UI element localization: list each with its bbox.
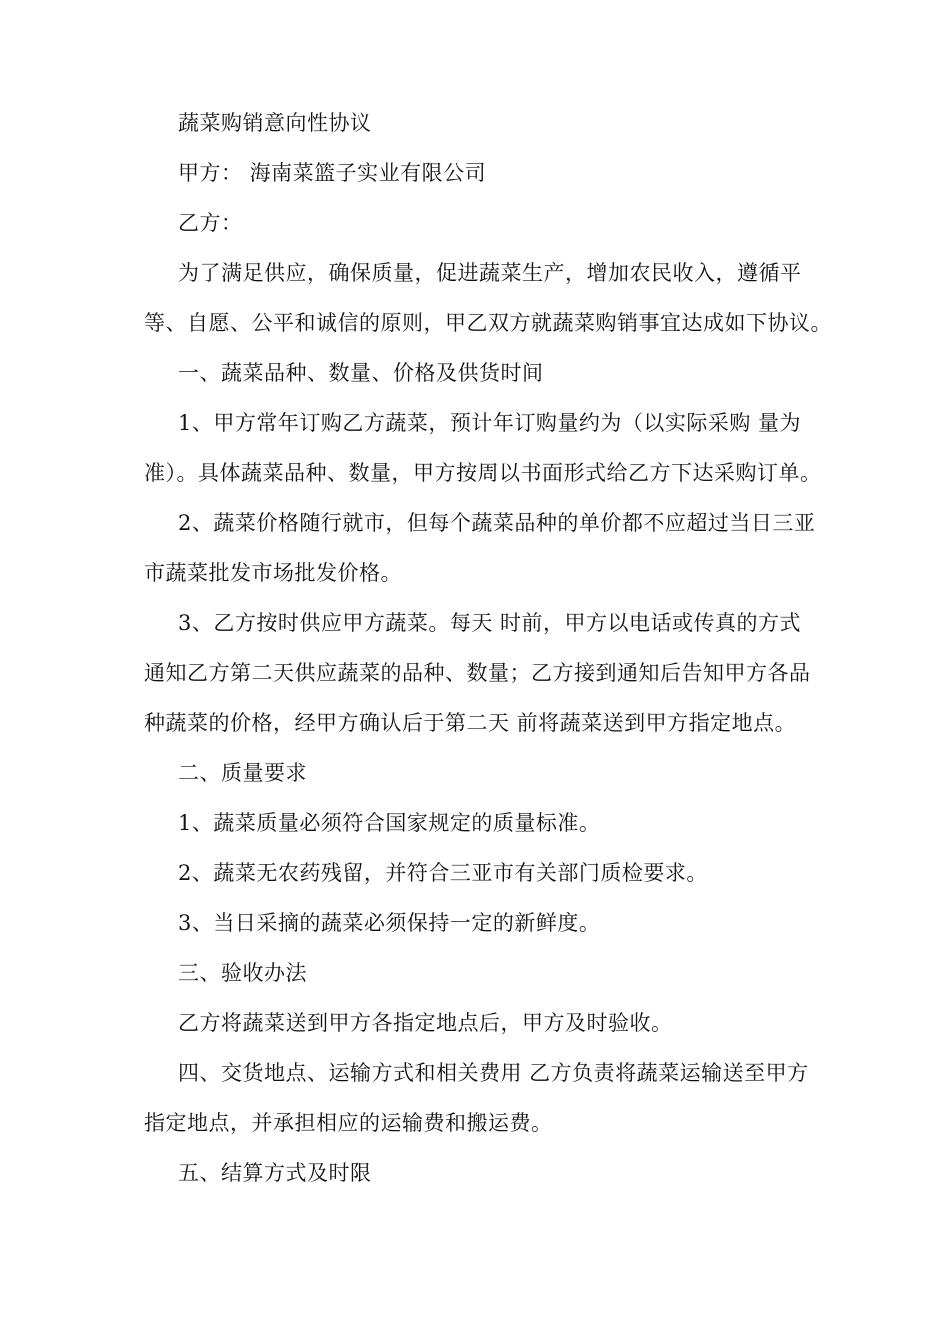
section-1-item-2-line-1: 2、蔬菜价格随行就市，但每个蔬菜品种的单价都不应超过当日三亚 <box>178 511 816 535</box>
section-3-heading: 三、验收办法 <box>178 961 307 985</box>
party-b: 乙方： <box>178 211 243 235</box>
section-2-item-3: 3、当日采摘的蔬菜必须保持一定的新鲜度。 <box>178 911 601 935</box>
section-1-heading: 一、蔬菜品种、数量、价格及供货时间 <box>178 361 544 385</box>
section-1-item-3-line-3: 种蔬菜的价格，经甲方确认后于第二天 前将蔬菜送到甲方指定地点。 <box>144 711 797 735</box>
section-2-item-1: 1、蔬菜质量必须符合国家规定的质量标准。 <box>178 811 601 835</box>
section-3-body: 乙方将蔬菜送到甲方各指定地点后，甲方及时验收。 <box>178 1011 673 1035</box>
document-title: 蔬菜购销意向性协议 <box>178 111 372 135</box>
section-4-line-2: 指定地点，并承担相应的运输费和搬运费。 <box>144 1111 553 1135</box>
intro-line-1: 为了满足供应，确保质量，促进蔬菜生产，增加农民收入，遵循平 <box>178 261 802 285</box>
section-1-item-3-line-1: 3、乙方按时供应甲方蔬菜。每天 时前，甲方以电话或传真的方式 <box>178 611 802 635</box>
section-2-heading: 二、质量要求 <box>178 761 307 785</box>
intro-line-2: 等、自愿、公平和诚信的原则，甲乙双方就蔬菜购销事宜达成如下协议。 <box>144 311 832 335</box>
section-1-item-1-line-2: 准）。具体蔬菜品种、数量，甲方按周以书面形式给乙方下达采购订单。 <box>144 461 822 485</box>
section-2-item-2: 2、蔬菜无农药残留，并符合三亚市有关部门质检要求。 <box>178 861 708 885</box>
party-a: 甲方： 海南菜篮子实业有限公司 <box>178 161 487 185</box>
section-5-heading: 五、结算方式及时限 <box>178 1161 372 1185</box>
section-4-line-1: 四、交货地点、运输方式和相关费用 乙方负责将蔬菜运输送至甲方 <box>178 1061 809 1085</box>
section-1-item-1-line-1: 1、甲方常年订购乙方蔬菜，预计年订购量约为（以实际采购 量为 <box>178 411 802 435</box>
section-1-item-2-line-2: 市蔬菜批发市场批发价格。 <box>144 561 402 585</box>
section-1-item-3-line-2: 通知乙方第二天供应蔬菜的品种、数量；乙方接到通知后告知甲方各品 <box>144 661 811 685</box>
